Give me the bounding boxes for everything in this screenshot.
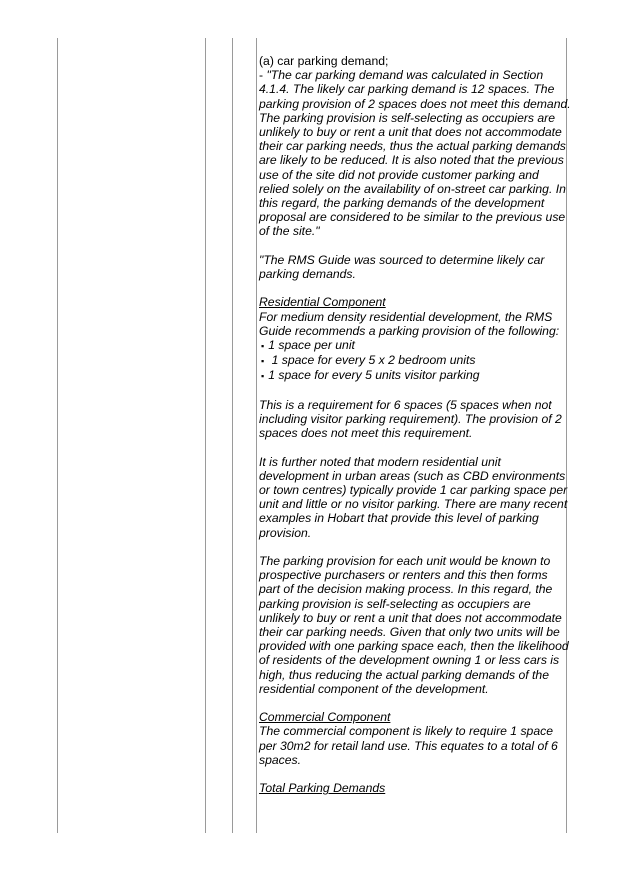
list-item-text: 1 space per unit [268,338,355,353]
table-border-4 [256,38,257,833]
commercial-heading: Commercial Component [259,710,391,725]
quote-calculation [259,68,571,238]
bullet-icon: ▪ [261,356,265,367]
residential-intro: For medium density residential development, the RMS Guide recommends a parking provision of the following: [259,309,560,338]
table-border-1 [57,38,58,833]
list-item [259,353,571,368]
bullet-icon: ▪ [261,341,265,352]
document-cell [259,54,571,795]
commercial-text: The commercial component is likely to require 1 space per 30m2 for retail land use. This equates to a total of 6 spaces. [259,724,558,767]
table-border-2 [205,38,206,833]
total-heading: Total Parking Demands [259,781,386,796]
quote-dash: - [259,68,264,83]
list-item-text: 1 space for every 5 units visitor parking [268,368,480,383]
bullet-icon: ▪ [261,371,265,382]
residential-requirement: This is a requirement for 6 spaces (5 spaces when not including visitor parking requirement). The provision of 2 spaces does not meet this requirement. [259,397,562,441]
item-heading: (a) car parking demand; [259,54,389,68]
list-item-text: 1 space for every 5 x 2 bedroom units [268,353,476,368]
residential-bullet-list [259,338,571,384]
list-item [259,368,571,383]
quote-rms-guide: "The RMS Guide was sourced to determine likely car parking demands. [259,252,545,282]
quote-calculation-text: "The car parking demand was calculated in Section 4.1.4. The likely car parking demand is 12 spaces. The parking provision of 2 spaces does not meet this demand. The parking provision is self-selecting as occupiers are unlikely to buy or rent a unit that does not accommodate their car parking needs, thus the actual parking demands are likely to be reduced. It is also noted that the previous use of the site did not provide customer parking and relied solely on the availability of on-street car parking. In this regard, the parking demands of the development proposal are considered to be similar to the previous use of the site." [259,68,571,239]
table-border-3 [232,38,233,833]
residential-parking-provision: The parking provision for each unit would be known to prospective purchasers or renters and this then forms part of the decision making process. In this regard, the parking provision is self-selecting as occupiers are unlikely to buy or rent a unit that does not accommodate their car parking needs. Given that only two units will be provided with one parking space each, then the likelihood of residents of the development owning 1 or less cars is high, thus reducing the actual parking demands of the residential component of the development. [259,554,569,696]
list-item [259,338,571,353]
residential-heading: Residential Component [259,295,386,310]
residential-modern-development: It is further noted that modern residential unit development in urban areas (such as CBD environments or town centres) typically provide 1 car parking space per unit and little or no visitor parking. There are many recent examples in Hobart that provide this level of parking provision. [259,454,568,540]
